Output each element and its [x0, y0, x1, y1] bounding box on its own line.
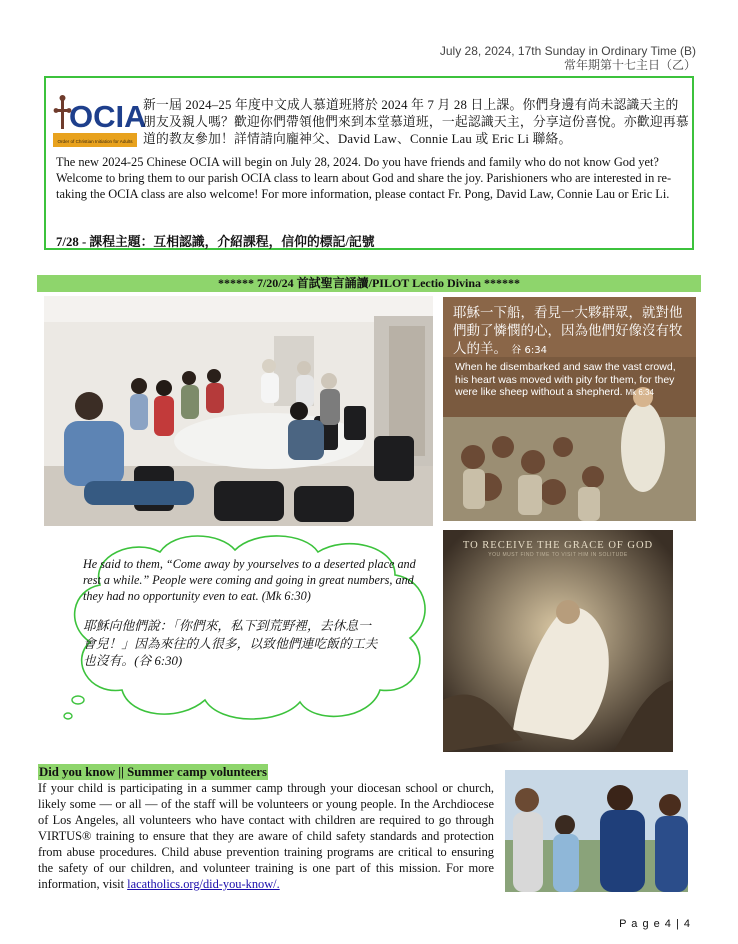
issue-date: July 28, 2024, 17th Sunday in Ordinary Time (B) [439, 44, 696, 58]
did-you-know-body: If your child is participating in a summer camp through your diocesan school or church, likely some — or all — of the staff will be volunteers or young people. In the Archdiocese of Los Angeles, all volunteers who have contact with children are required to go through VIRTUS® training to ensure that they are aware of child safety standards and protection from abuse procedures. Child abuse prevention training programs are critical to ensuring the safety of our children, and volunteer training is one part of this mission. For more information, visit lacatholics.org/did-you-know/. [38, 781, 494, 891]
scripture-verse-chinese: 耶穌一下船，看見一大夥群眾，就對他們動了憐憫的心，因為他們好像沒有牧人的羊。 谷 6:34 [453, 305, 683, 357]
summer-camp-photo [505, 770, 688, 892]
scripture-verse-english: When he disembarked and saw the vast crowd, his heart was moved with pity for them, for they were like sheep without a shepherd. Mk 6:34 [455, 361, 676, 398]
painting-title: TO RECEIVE THE GRACE OF GOD [462, 540, 654, 551]
did-you-know-title: Did you know || Summer camp volunteers [39, 765, 267, 779]
ocia-logo-text: OCIA [69, 99, 147, 134]
lectio-divina-group-photo [44, 296, 433, 526]
ocia-logo [53, 93, 147, 151]
ocia-lesson-topic: 7/28 - 課程主題：互相認識，介紹課程，信仰的標記/記號 [56, 235, 375, 249]
ocia-announcement-chinese: 新一屆 2024–25 年度中文成人慕道班將於 2024 年 7 月 28 日上課。你們身邊有尚未認識天主的朋友及親人嗎？歡迎你們帶領他們來到本堂慕道班，一起認識天主，分享這份喜悅。亦歡迎再慕道的教友參加！詳情請向龐神父、David Law、Connie Lau 或 Eric Li 聯絡。 [143, 98, 689, 146]
painting-subtitle: YOU MUST FIND TIME TO VISIT HIM IN SOLITUDE [488, 552, 628, 558]
did-you-know-link[interactable]: lacatholics.org/did-you-know/. [127, 877, 280, 891]
lectio-divina-banner: ****** 7/20/24 首試聖言誦讀/PILOT Lectio Divina ****** [37, 275, 701, 292]
scripture-ref-english: Mk 6:34 [625, 388, 654, 397]
page-number: P a g e 4 | 4 [619, 918, 691, 930]
quote-english: He said to them, “Come away by yourselves to a deserted place and rest a while.” People were coming and going in great numbers, and they had no opportunity even to eat. (Mk 6:30) [83, 557, 416, 603]
liturgical-day: 常年期第十七主日（乙） [563, 58, 696, 72]
solitude-painting [443, 530, 673, 752]
ocia-announcement-english: The new 2024-25 Chinese OCIA will begin on July 28, 2024. Do you have friends and family who do not know God yet? Welcome to bring them to our parish OCIA class to learn about God and share the joy. Parishioners who are interested in re-taking the OCIA class are also welcome! For more information, please contact Fr. Pong, David Law, Connie Lau or Eric Li. [56, 155, 672, 201]
quote-chinese: 耶穌向他們說：「你們來，私下到荒野裡，去休息一會兒！」因為來往的人很多，以致他們連吃飯的工夫也沒有。(谷 6:30) [83, 619, 378, 668]
ocia-logo-subtitle: Order of Christian Initiation for Adults [57, 139, 133, 144]
scripture-ref-chinese: 谷 6:34 [511, 345, 547, 356]
